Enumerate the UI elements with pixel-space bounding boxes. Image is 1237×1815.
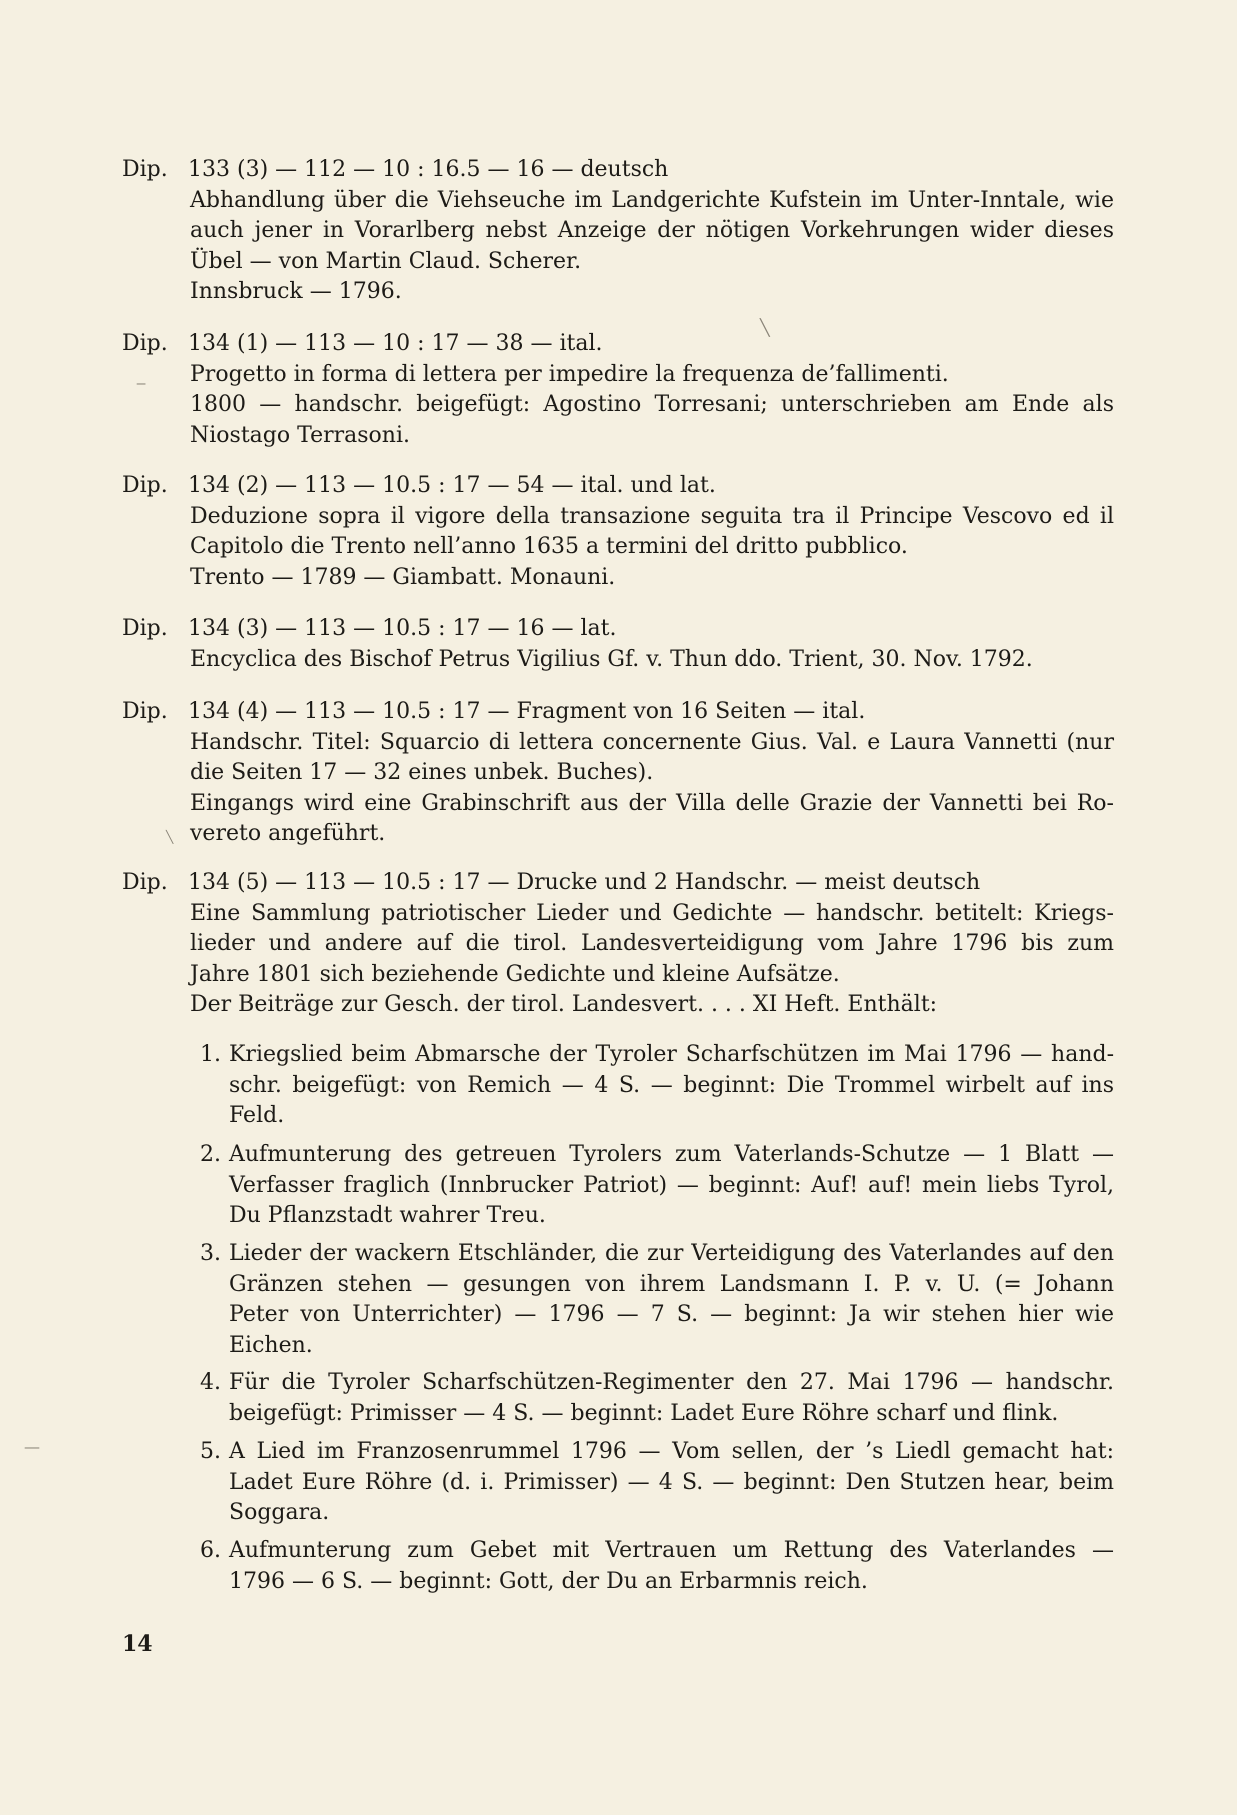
entry-header [122, 697, 1114, 728]
list-item [200, 1437, 1114, 1529]
item-line: Soggara. [229, 1500, 330, 1525]
entry-line: Innsbruck — 1796. [190, 279, 402, 304]
stray-mark: — [24, 1437, 40, 1456]
entry-line: Eingangs wird eine Grabinschrift aus der Villa delle Grazie der Vannetti bei Ro- [190, 790, 1114, 816]
entry-line: auch jener in Vorarlberg nebst Anzeige der nötigen Vorkehrungen wider dieses [190, 218, 1114, 243]
item-number: 5. [200, 1439, 221, 1464]
list-item [200, 1239, 1114, 1361]
entry-signature: Dip. [122, 331, 168, 356]
entry-line: Übel — von Martin Claud. Scherer. [190, 248, 582, 274]
entry-line: Handschr. Titel: Squarcio di lettera concernente Gius. Val. e Laura Vannetti (nur [190, 729, 1114, 755]
stray-mark: ‒ [136, 373, 147, 392]
entry-header-text: 134 (2) — 113 — 10.5 : 17 — 54 — ital. und lat. [188, 473, 716, 498]
entry-line: vereto angeführt. [190, 821, 386, 846]
item-line: Peter von Unterrichter) — 1796 — 7 S. — beginnt: Ja wir stehen hier wie [229, 1302, 1114, 1327]
item-number: 4. [200, 1370, 221, 1395]
item-number: 3. [200, 1241, 221, 1266]
entry-line: Jahre 1801 sich beziehende Gedichte und kleine Aufsätze. [190, 961, 840, 987]
entry-signature: Dip. [122, 616, 168, 641]
item-line: A Lied im Franzosenrummel 1796 — Vom sellen, der ’s Liedl gemacht hat: [229, 1439, 1114, 1464]
entry-line: Niostago Terrasoni. [190, 422, 410, 448]
entry-header-text: 134 (1) — 113 — 10 : 17 — 38 — ital. [188, 331, 603, 356]
entry-header [122, 614, 1114, 645]
list-item [200, 1368, 1114, 1429]
item-line: Gränzen stehen — gesungen von ihrem Landsmann I. P. v. U. (= Johann [229, 1271, 1114, 1297]
stray-mark: ╲ [166, 830, 174, 844]
entry-header [122, 868, 1114, 899]
entry-line: 1800 — handschr. beigefügt: Agostino Torresani; unterschrieben am Ende als [190, 392, 1114, 417]
item-line: Kriegslied beim Abmarsche der Tyroler Scharfschützen im Mai 1796 — hand- [229, 1042, 1114, 1067]
item-line: Aufmunterung des getreuen Tyrolers zum Vaterlands-Schutze — 1 Blatt — [229, 1142, 1114, 1167]
entry-signature: Dip. [122, 699, 168, 724]
item-line: schr. beigefügt: von Remich — 4 S. — beginnt: Die Trommel wirbelt auf ins [229, 1072, 1114, 1098]
item-number: 6. [200, 1538, 221, 1563]
entry-header-text: 134 (5) — 113 — 10.5 : 17 — Drucke und 2 Handschr. — meist deutsch [188, 870, 981, 895]
item-line: 1796 — 6 S. — beginnt: Gott, der Du an Erbarmnis reich. [229, 1568, 868, 1594]
entry-line: Der Beiträge zur Gesch. der tirol. Landesvert. . . . XI Heft. Enthält: [190, 992, 938, 1017]
item-line: Eichen. [229, 1332, 313, 1358]
entry-line: Encyclica des Bischof Petrus Vigilius Gf. v. Thun ddo. Trient, 30. Nov. 1792. [190, 646, 1033, 672]
entry-header-text: 133 (3) — 112 — 10 : 16.5 — 16 — deutsch [188, 157, 669, 182]
item-number: 1. [200, 1042, 221, 1067]
entry-line: die Seiten 17 — 32 eines unbek. Buches). [190, 760, 654, 785]
catalog-entry [122, 329, 1114, 451]
catalog-entry [122, 155, 1114, 308]
entry-header [122, 471, 1114, 502]
catalog-entry [122, 471, 1114, 593]
item-line: Lieder der wackern Etschländer, die zur Verteidigung des Vaterlandes auf den [229, 1241, 1114, 1266]
item-number: 2. [200, 1142, 221, 1167]
entry-line: Eine Sammlung patriotischer Lieder und Gedichte — handschr. betitelt: Kriegs- [190, 900, 1114, 926]
item-line: Ladet Eure Röhre (d. i. Primisser) — 4 S. — beginnt: Den Stutzen hear, beim [229, 1469, 1114, 1495]
entry-line: Capitolo die Trento nell’anno 1635 a termini del dritto pubblico. [190, 534, 908, 559]
catalog-entry [122, 697, 1114, 850]
item-line: Du Pflanzstadt wahrer Treu. [229, 1203, 546, 1228]
list-item [200, 1536, 1114, 1597]
entry-line: Deduzione sopra il vigore della transazione seguita tra il Principe Vescovo ed il [190, 503, 1114, 529]
item-line: Verfasser fraglich (Innbrucker Patriot) — beginnt: Auf! auf! mein liebs Tyrol, [229, 1172, 1114, 1198]
entry-header [122, 329, 1114, 360]
item-line: Feld. [229, 1103, 285, 1128]
list-item [200, 1140, 1114, 1232]
entry-signature: Dip. [122, 157, 168, 182]
entry-line: Trento — 1789 — Giambatt. Monauni. [190, 564, 616, 590]
item-line: Für die Tyroler Scharfschützen-Regimenter den 27. Mai 1796 — handschr. [229, 1370, 1114, 1395]
item-line: beigefügt: Primisser — 4 S. — beginnt: Ladet Eure Röhre scharf und flink. [229, 1400, 1059, 1426]
stray-mark: ╲ [760, 318, 770, 337]
entry-line: Abhandlung über die Viehseuche im Landgerichte Kufstein im Unter-Inntale, wie [190, 187, 1114, 213]
catalog-entry [122, 614, 1114, 675]
list-item [200, 1040, 1114, 1132]
entry-line: Progetto in forma di lettera per impedire la frequenza de’fallimenti. [190, 361, 949, 387]
entry-signature: Dip. [122, 870, 168, 895]
catalog-entry [122, 868, 1114, 1021]
entry-line: lieder und andere auf die tirol. Landesverteidigung vom Jahre 1796 bis zum [190, 931, 1114, 956]
entry-header-text: 134 (4) — 113 — 10.5 : 17 — Fragment von 16 Seiten — ital. [188, 699, 866, 724]
entry-header [122, 155, 1114, 186]
page-number: 14 [122, 1631, 153, 1657]
entry-header-text: 134 (3) — 113 — 10.5 : 17 — 16 — lat. [188, 616, 617, 641]
item-line: Aufmunterung zum Gebet mit Vertrauen um Rettung des Vaterlandes — [229, 1538, 1114, 1563]
entry-signature: Dip. [122, 473, 168, 498]
